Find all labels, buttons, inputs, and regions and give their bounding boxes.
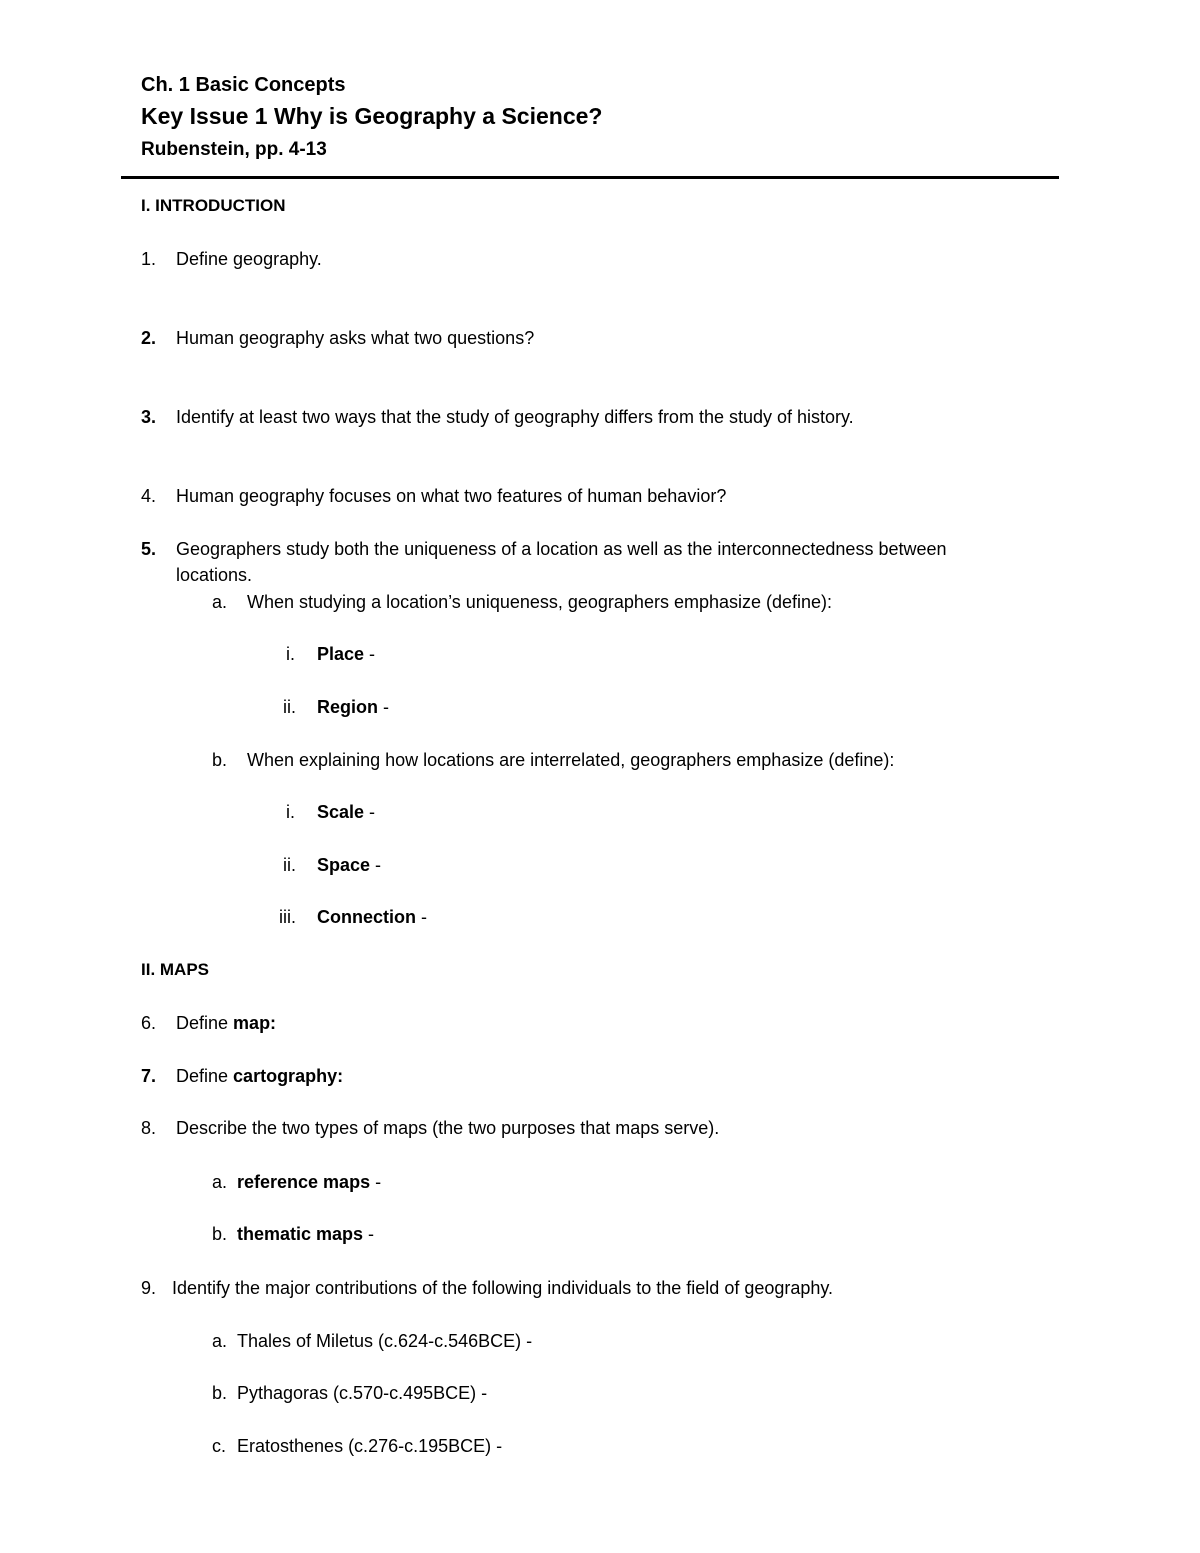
chapter-label: Ch. 1 Basic Concepts <box>141 74 346 96</box>
term-scale: Scale - <box>317 802 376 822</box>
subquestion-letter: b. <box>212 1224 228 1244</box>
term-place: Place - <box>317 644 376 664</box>
question-text-line-2: locations. <box>176 565 253 585</box>
subquestion-letter: a. <box>212 1331 228 1351</box>
question-number: 7. <box>141 1066 157 1086</box>
question-number: 3. <box>141 407 157 427</box>
subquestion-letter: b. <box>212 750 228 770</box>
item-numeral: ii. <box>283 697 296 717</box>
individual-pythagoras: Pythagoras (c.570-c.495BCE) - <box>237 1383 488 1403</box>
subquestion-text: When studying a location’s uniqueness, geographers emphasize (define): <box>247 592 833 612</box>
item-numeral: i. <box>286 802 295 822</box>
term-thematic-maps: thematic maps - <box>237 1224 375 1244</box>
subquestion-letter: b. <box>212 1383 228 1403</box>
item-numeral: ii. <box>283 855 296 875</box>
subquestion-text: When explaining how locations are interrelated, geographers emphasize (define): <box>247 750 895 770</box>
subquestion-letter: c. <box>212 1436 227 1456</box>
section-heading-maps: II. MAPS <box>141 960 210 979</box>
question-text: Define geography. <box>176 249 322 269</box>
subquestion-letter: a. <box>212 1172 228 1192</box>
question-number: 8. <box>141 1118 157 1138</box>
individual-thales: Thales of Miletus (c.624-c.546BCE) - <box>237 1331 533 1351</box>
question-text: Human geography asks what two questions? <box>176 328 535 348</box>
question-number: 9. <box>141 1278 157 1298</box>
term-region: Region - <box>317 697 389 717</box>
term-reference-maps: reference maps - <box>237 1172 382 1192</box>
question-text: Define cartography: <box>176 1066 344 1086</box>
individual-eratosthenes: Eratosthenes (c.276-c.195BCE) - <box>237 1436 503 1456</box>
section-heading-introduction: I. INTRODUCTION <box>141 196 286 215</box>
question-text: Identify at least two ways that the study of geography differs from the study of history. <box>176 407 854 427</box>
question-number: 4. <box>141 486 157 506</box>
question-text: Identify the major contributions of the following individuals to the field of geography. <box>172 1278 834 1298</box>
item-numeral: i. <box>286 644 295 664</box>
subquestion-letter: a. <box>212 592 228 612</box>
question-number: 5. <box>141 539 157 559</box>
source-reference: Rubenstein, pp. 4-13 <box>141 139 327 160</box>
question-text: Define map: <box>176 1013 277 1033</box>
term-connection: Connection - <box>317 907 427 927</box>
item-numeral: iii. <box>279 907 296 927</box>
question-number: 2. <box>141 328 157 348</box>
question-text: Describe the two types of maps (the two purposes that maps serve). <box>176 1118 720 1138</box>
header-divider <box>121 176 1059 179</box>
term-space: Space - <box>317 855 382 875</box>
question-number: 6. <box>141 1013 157 1033</box>
question-number: 1. <box>141 249 157 269</box>
page-title: Key Issue 1 Why is Geography a Science? <box>141 103 603 129</box>
question-text-line-1: Geographers study both the uniqueness of a location as well as the interconnectedness between <box>176 539 947 559</box>
question-text: Human geography focuses on what two features of human behavior? <box>176 486 727 506</box>
